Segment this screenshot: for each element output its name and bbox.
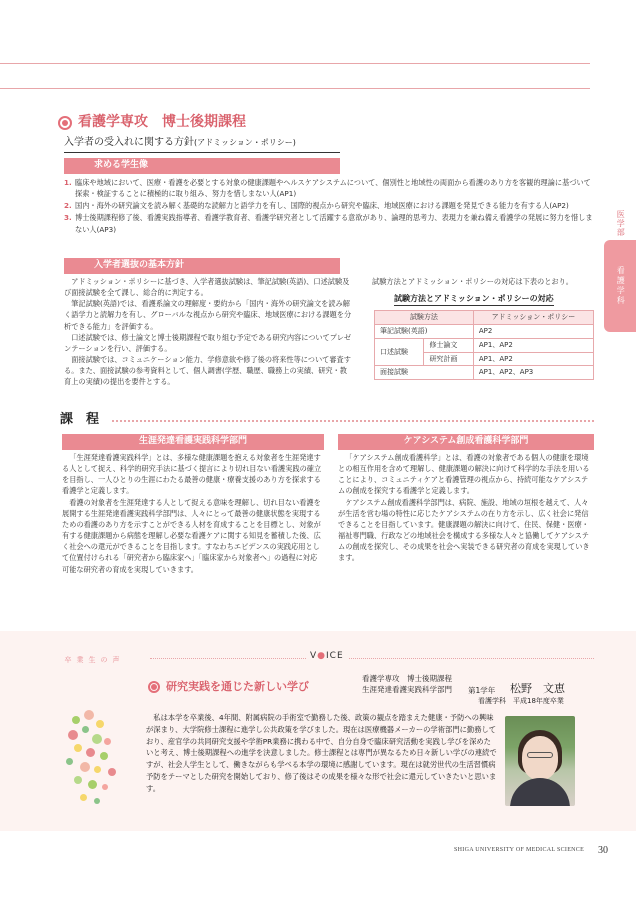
voice-label: 卒 業 生 の 声	[64, 656, 120, 664]
curriculum-heading: 課 程	[60, 412, 100, 427]
table-row: 面接試験 AP1、AP2、AP3	[375, 366, 594, 380]
voice-title: 研究実践を通じた新しい学び	[148, 678, 309, 695]
circle-bullet-icon	[58, 116, 72, 130]
voice-grad-year: 看護学科 平成18年度卒業	[478, 697, 564, 705]
circle-bullet-icon	[148, 681, 160, 693]
table-row: 試験方法 アドミッション・ポリシー	[375, 311, 594, 325]
seeking-heading: 求める学生像	[64, 158, 340, 174]
policy-table-title: 試験方法とアドミッション・ポリシーの対応	[394, 293, 554, 306]
page-title: 看護学専攻 博士後期課程	[78, 114, 246, 130]
right-dept-heading: ケアシステム創成看護科学部門	[338, 434, 594, 450]
left-dept-heading: 生涯発達看護実践科学部門	[62, 434, 324, 450]
side-tab-faculty[interactable]: 医学部	[604, 188, 636, 258]
table-row: 筆記試験(英語) AP2	[375, 324, 594, 338]
side-tab-nursing[interactable]: 看護学科	[604, 240, 636, 332]
list-item: 2. 国内・海外の研究論文を読み解く基礎的な読解力と語学力を有し、国際的視点から研究や臨床、地域医療における課題を発見できる能力を有する人(AP2)	[64, 201, 569, 211]
right-dept-text: 「ケアシステム創成看護科学」とは、看護の対象者である個人の健康を環境との相互作用を含めて理解し、健康課題の解決に向けて科学的な手法を用いることにより、コミュニティケアと看護管理の視点から、持続可能なケアシステムの創成を探究する看護学と定義します。 ケアシステム創成看護科学部門は、病院、施設、地域の垣根を越えて、人々が生活を営む場の特性に応じたケアシステムの在り方を示し、広く社会に発信できることを目指しています。健康課題の解決に向けて、住民、保健・医療・福祉専門職、行政などの地域社会を構成する多様な人々と協働してケアシステムの創成を探究し、その成果を社会へ実装できる研究者の育成を実現していきます。	[338, 453, 590, 563]
selection-heading: 入学者選抜の基本方針	[64, 258, 340, 274]
left-dept-text: 「生涯発達看護実践科学」とは、多様な健康課題を抱える対象者を生涯発達する人として捉え、科学的研究手法に基づく提言により切れ目ない看護実践の確立を目指し、一人ひとりの生涯にわたる最善の健康・療養支援のあり方を探求する看護学と定義します。 看護の対象者を生涯発達する人として捉える意味を理解し、切れ目ない看護を展開する生涯発達看護実践科学部門は、人々にとって最善の健康状態を実現するための看護のあり方を示すことができる人材を育成することを目標とし、対象が有する健康課題から病態を理解し必要な看護ケアに関する知見を蓄積した後、広く社会への還元ができることを目指します。すなわちエビデンスの実践応用として位置付けられる「研究者から臨床家へ」「臨床家から対象者へ」の過程に対応可能な研究者の育成を実現していきます。	[62, 453, 322, 574]
seeking-list	[64, 177, 594, 236]
voice-name: 松野 文恵	[510, 682, 565, 695]
section-title	[58, 112, 246, 134]
voice-logo: V●ICE	[306, 650, 348, 664]
voice-dotted-rule	[150, 658, 594, 659]
table-row: 研究計画 AP1、AP2	[375, 352, 594, 366]
list-item: 3. 博士後期課程修了後、看護実践指導者、看護学教育者、看護学研究者として活躍する意欲があり、論理的思考力、表現力を兼ね備え看護学の発展に努力を惜しまない人(AP3)	[64, 213, 593, 234]
voice-body: 私は本学を卒業後、4年間、附属病院の手術室で勤務した後、政策の観点を踏まえた健康・予防への興味が深まり、大学院修士課程に進学し公共政策を学びました。現在は医療機器メーカーの学術部門に勤務しており、産官学の共同研究支援や学術PR業務に携わる中で、自分自身で臨床研究活動を実践し学びを深めたいと考え、博士後期課程への進学を決意しました。修士課程とは専門が異なるため日々新しい学びの連続ですが、社会人学生として、働きながらも学べる本学の環境に感謝しています。現在は就労世代の生活習慣病予防をテーマとした研究を開始しており、修了後はその成果を様々な形で社会に還元していきたいと思います。	[146, 713, 497, 793]
policy-table-wrap	[374, 310, 594, 380]
policy-heading: 入学者の受入れに関する方針(アドミッション・ポリシー)	[64, 135, 340, 153]
voice-affiliation: 看護学専攻 博士後期課程 生涯発達看護実践科学部門	[362, 674, 452, 694]
student-photo	[505, 716, 575, 806]
voice-grade: 第1学年	[468, 686, 496, 695]
top-rule-2	[0, 88, 590, 89]
policy-table	[374, 310, 594, 380]
list-item: 1. 臨床や地域において、医療・看護を必要とする対象の健康課題やヘルスケアシステムについて、個別性と地域性の両面から看護のあり方を客観的理論に基づいて探索・検証することに積極的に取り組み、努力を惜しまない人(AP1)	[64, 178, 591, 199]
policy-table-intro: 試験方法とアドミッション・ポリシーの対応は下表のとおり。	[372, 277, 573, 286]
table-row: 口述試験 修士論文 AP1、AP2	[375, 338, 594, 352]
top-rule	[0, 63, 590, 64]
page-number: 30	[598, 845, 608, 856]
footer-university: SHIGA UNIVERSITY OF MEDICAL SCIENCE	[454, 847, 585, 853]
heart-icon: ●	[317, 651, 327, 661]
selection-text: アドミッション・ポリシーに基づき、入学者選抜試験は、筆記試験(英語)、口述試験及び面接試験を全て課し、総合的に判定する。 筆記試験(英語)では、看護系論文の理解度・要約から「国内・海外の研究論文を読み解く語学力と読解力を有し、グローバルな視点から研究や臨床、地域医療における課題を分析できる能力」を評価する。 口述試験では、修士論文と博士後期課程で取り組む予定である研究内容についてプレゼンテーションを行い、評価する。 面接試験では、コミュニケーション能力、学修意欲や修了後の将来性等について審査する。また、面接試験の参考資料として、個人調書(学歴、職歴、職務上の実績、研究・教育上の実績)の提出を要件とする。	[64, 277, 352, 387]
dotted-rule	[112, 420, 594, 422]
